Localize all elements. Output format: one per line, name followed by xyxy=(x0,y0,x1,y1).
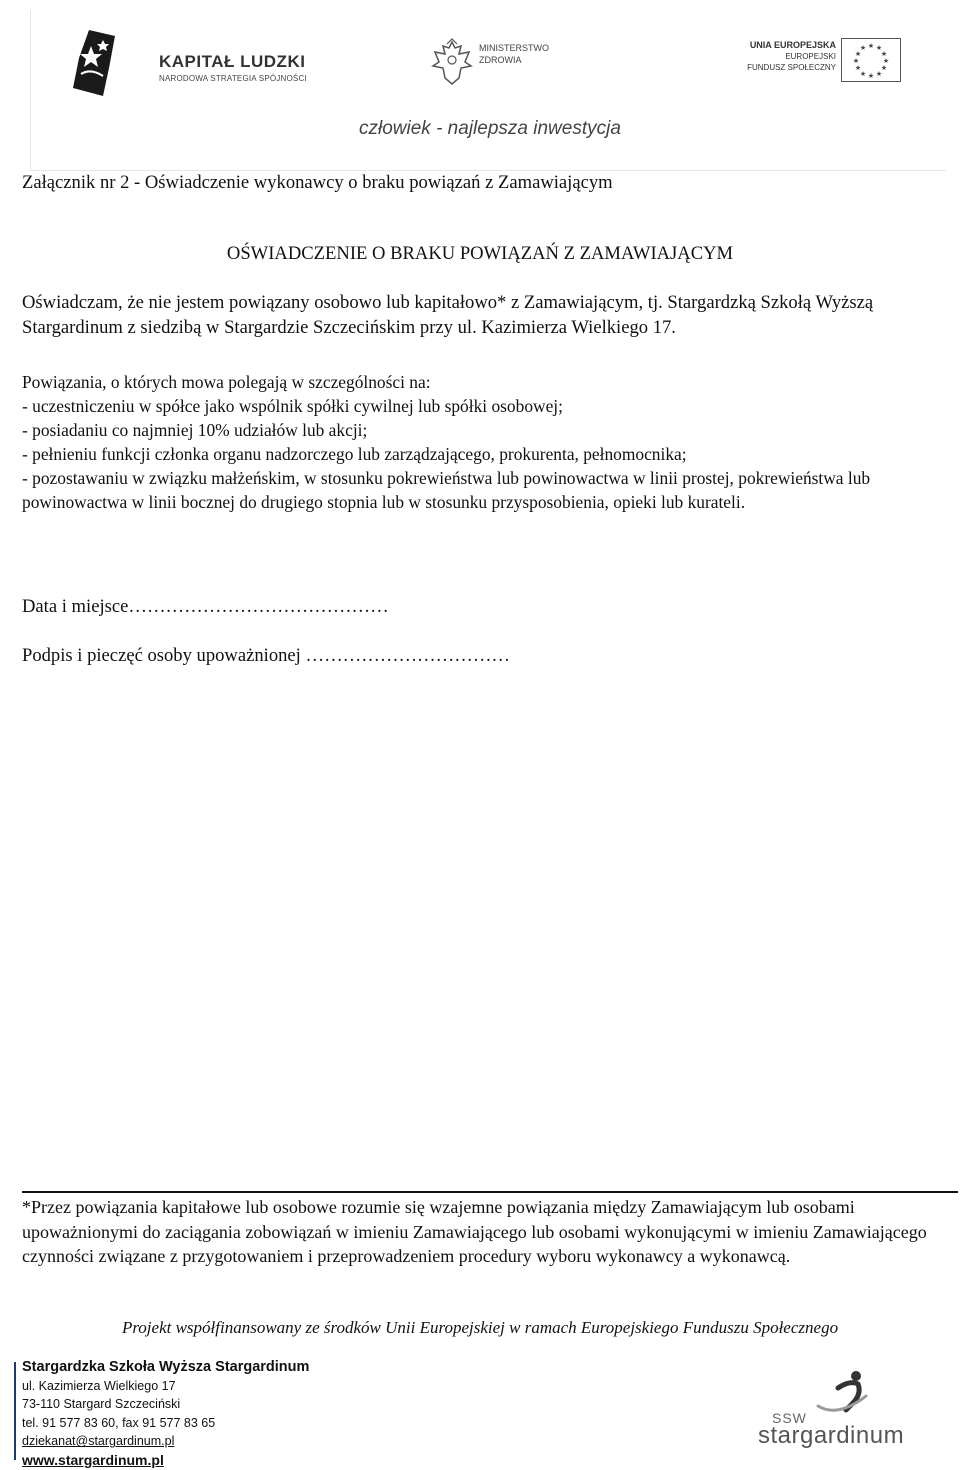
footnote: *Przez powiązania kapitałowe lub osobowe rozumie się wzajemne powiązania między Zamawiającym lub osobami upoważnionymi do zaciągania zobowiązań w imieniu Zamawiającego lub osobami wykonującymi w imieniu Zamawiającego czynności związane z przygotowaniem i przeprowadzeniem procedury wyboru wykonawcy a wykonawcą. xyxy=(22,1197,927,1267)
svg-text:★: ★ xyxy=(854,50,862,58)
footer-phone: tel. 91 577 83 60, fax 91 577 83 65 xyxy=(22,1415,216,1430)
document-header xyxy=(30,10,946,171)
svg-text:★: ★ xyxy=(867,42,875,50)
svg-text:★: ★ xyxy=(875,44,883,52)
relations-intro: Powiązania, o których mowa polegają w szczególności na: xyxy=(22,372,431,392)
date-place-field: Data i miejsce…………………………………… xyxy=(22,596,389,617)
ssw-logo-wordmark: stargardinum xyxy=(758,1422,905,1449)
ssw-stargardinum-logo xyxy=(758,1370,908,1460)
annex-heading: Załącznik nr 2 - Oświadczenie wykonawcy o braku powiązań z Zamawiającym xyxy=(22,172,613,193)
ministry-line-2: ZDROWIA xyxy=(479,55,522,65)
declaration-paragraph: Oświadczam, że nie jestem powiązany osobowo lub kapitałowo* z Zamawiającym, tj. Stargardzką Szkołą Wyższą Stargardinum z siedzibą w Stargardzie Szczecińskim przy ul. Kazimierza Wielkiego 17. xyxy=(22,292,874,338)
svg-text:★: ★ xyxy=(852,57,860,65)
footer-street: ul. Kazimierza Wielkiego 17 xyxy=(22,1378,176,1393)
header-tagline: człowiek - najlepsza inwestycja xyxy=(359,118,621,139)
eu-line-1: UNIA EUROPEJSKA xyxy=(749,40,836,50)
footer-website-link[interactable]: www.stargardinum.pl xyxy=(22,1451,164,1468)
footer-school-name: Stargardzka Szkoła Wyższa Stargardinum xyxy=(22,1359,310,1375)
footer-email-link[interactable]: dziekanat@stargardinum.pl xyxy=(22,1434,175,1449)
relations-item: - posiadaniu co najmniej 10% udziałów lub akcji; xyxy=(22,420,368,440)
svg-text:★: ★ xyxy=(880,64,888,72)
footer-accent-bar xyxy=(14,1362,16,1460)
svg-text:★: ★ xyxy=(875,70,883,78)
eu-fund-name xyxy=(731,40,836,73)
ministry-line-1: MINISTERSTWO xyxy=(479,43,549,53)
ministerstwo-zdrowia-logo xyxy=(431,38,591,98)
eu-line-2: EUROPEJSKI xyxy=(785,52,836,61)
kapital-ludzki-title: KAPITAŁ LUDZKI xyxy=(159,52,306,71)
eu-flag-icon xyxy=(841,38,901,82)
kapital-ludzki-logo xyxy=(69,28,309,108)
svg-text:★: ★ xyxy=(880,50,888,58)
svg-text:★: ★ xyxy=(867,72,875,80)
svg-text:★: ★ xyxy=(882,57,890,65)
relations-section xyxy=(22,370,947,514)
ministry-name xyxy=(479,42,589,66)
footer-city: 73-110 Stargard Szczeciński xyxy=(22,1397,181,1412)
relations-item: - pełnieniu funkcji członka organu nadzorczego lub zarządzającego, prokurenta, pełnomocnika; xyxy=(22,444,687,464)
svg-text:★: ★ xyxy=(859,70,867,78)
relations-item: - uczestniczeniu w spółce jako wspólnik spółki cywilnej lub spółki osobowej; xyxy=(22,396,563,416)
signature-field: Podpis i pieczęć osoby upoważnionej …………………………… xyxy=(22,645,511,666)
relations-item: - pozostawaniu w związku małżeńskim, w stosunku pokrewieństwa lub powinowactwa w linii prostej, pokrewieństwa lub powinowactwa w linii bocznej do drugiego stopnia lub w stosunku przysposobienia, opieki lub kurateli. xyxy=(22,468,871,512)
footnote-divider xyxy=(22,1191,958,1193)
document-title: OŚWIADCZENIE O BRAKU POWIĄZAŃ Z ZAMAWIAJĄCYM xyxy=(226,243,734,264)
polish-eagle-icon xyxy=(431,38,473,86)
ssw-logo-small: SSW xyxy=(772,1410,807,1426)
svg-text:★: ★ xyxy=(859,44,867,52)
unia-europejska-logo xyxy=(731,38,931,98)
svg-text:★: ★ xyxy=(854,64,862,72)
kapital-ludzki-subtitle: NARODOWA STRATEGIA SPÓJNOŚCI xyxy=(159,74,307,83)
footer-contact xyxy=(22,1358,309,1470)
kapital-ludzki-emblem-icon xyxy=(69,28,119,98)
cofinancing-note: Projekt współfinansowany ze środków Unii Europejskiej w ramach Europejskiego Funduszu Społecznego xyxy=(121,1318,839,1337)
eu-line-3: FUNDUSZ SPOŁECZNY xyxy=(747,63,836,72)
